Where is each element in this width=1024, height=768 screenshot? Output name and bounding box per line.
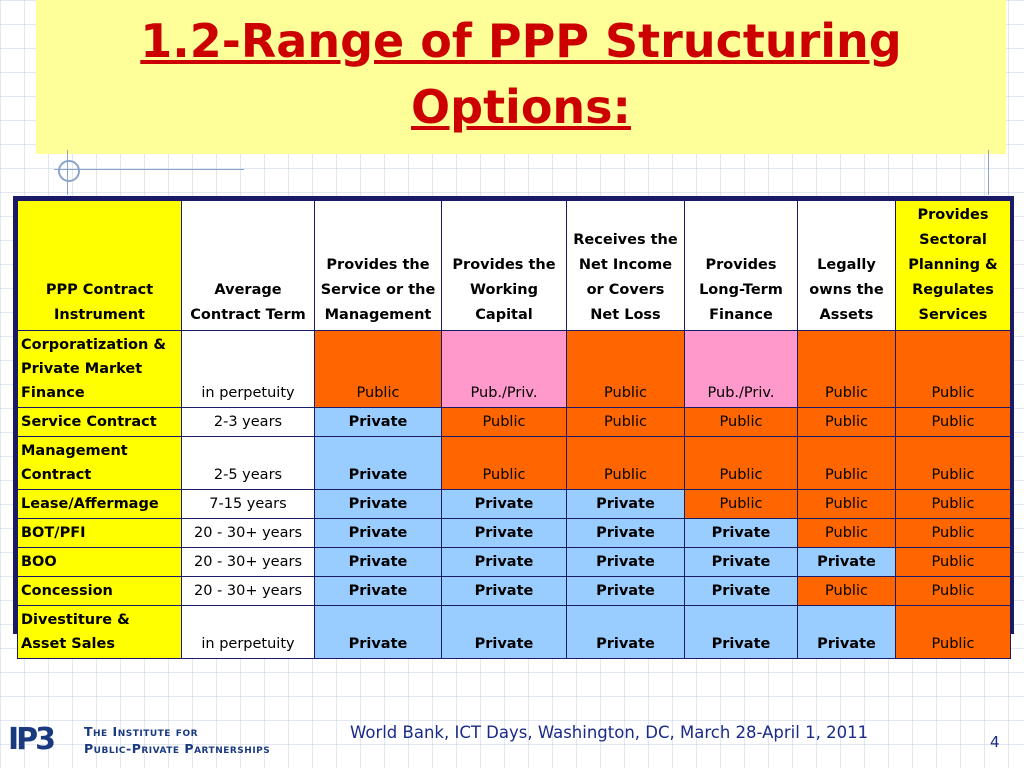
column-header: Average Contract Term — [182, 201, 315, 331]
table-cell: Public — [567, 437, 685, 490]
ip3-logo-text — [84, 723, 334, 757]
table-cell: Private — [798, 548, 896, 577]
term-cell: 2-3 years — [182, 408, 315, 437]
row-label: Service Contract — [18, 408, 182, 437]
column-header: Provides the Working Capital — [442, 201, 567, 331]
table-cell: Public — [798, 408, 896, 437]
table-row — [18, 490, 1011, 519]
row-label: Lease/Affermage — [18, 490, 182, 519]
table-cell: Private — [567, 577, 685, 606]
ppp-options-table — [17, 200, 1011, 659]
table-row — [18, 606, 1011, 659]
logo-line-1: The Institute for — [84, 724, 199, 739]
table-cell: Public — [685, 490, 798, 519]
column-header: PPP Contract Instrument — [18, 201, 182, 331]
logo-line-2: Public-Private Partnerships — [84, 741, 271, 756]
table-cell: Private — [798, 606, 896, 659]
table-cell: Private — [442, 577, 567, 606]
table-cell: Public — [685, 437, 798, 490]
table-cell: Public — [798, 331, 896, 408]
table-cell: Public — [896, 408, 1011, 437]
slide-footer: World Bank, ICT Days, Washington, DC, March 28-April 1, 2011 — [350, 723, 869, 742]
table-row — [18, 331, 1011, 408]
title-line-2: Options: — [411, 80, 631, 134]
table-cell: Private — [685, 519, 798, 548]
table-cell: Private — [685, 606, 798, 659]
row-label: Management Contract — [18, 437, 182, 490]
term-cell: 20 - 30+ years — [182, 577, 315, 606]
table-cell: Private — [567, 490, 685, 519]
table-cell: Public — [896, 437, 1011, 490]
table-cell: Public — [798, 437, 896, 490]
term-cell: 2-5 years — [182, 437, 315, 490]
column-header: Receives the Net Income or Covers Net Loss — [567, 201, 685, 331]
row-label: BOO — [18, 548, 182, 577]
table-cell: Pub./Priv. — [685, 331, 798, 408]
table-cell: Public — [567, 408, 685, 437]
term-cell: 20 - 30+ years — [182, 548, 315, 577]
column-header: Legally owns the Assets — [798, 201, 896, 331]
row-label: Divestiture & Asset Sales — [18, 606, 182, 659]
row-label: Corporatization & Private Market Finance — [18, 331, 182, 408]
table-cell: Private — [315, 490, 442, 519]
term-cell: 7-15 years — [182, 490, 315, 519]
slide-title — [36, 0, 1006, 140]
table-cell: Public — [896, 606, 1011, 659]
table-cell: Public — [315, 331, 442, 408]
ip3-logo-mark: IP3 — [8, 722, 54, 757]
table-cell: Private — [315, 606, 442, 659]
term-cell: 20 - 30+ years — [182, 519, 315, 548]
table-cell: Private — [685, 577, 798, 606]
term-cell: in perpetuity — [182, 331, 315, 408]
row-label: BOT/PFI — [18, 519, 182, 548]
table-cell: Public — [798, 577, 896, 606]
table-cell: Public — [896, 548, 1011, 577]
table-cell: Private — [442, 606, 567, 659]
table-cell: Public — [896, 331, 1011, 408]
table-cell: Public — [798, 490, 896, 519]
column-header: Provides Long-Term Finance — [685, 201, 798, 331]
table-cell: Private — [315, 519, 442, 548]
table-cell: Pub./Priv. — [442, 331, 567, 408]
decorative-line — [988, 150, 989, 195]
table-cell: Public — [567, 331, 685, 408]
table-row — [18, 519, 1011, 548]
decorative-line — [54, 169, 244, 170]
table-cell: Public — [685, 408, 798, 437]
table-cell: Private — [567, 548, 685, 577]
table-row — [18, 548, 1011, 577]
table-cell: Public — [798, 519, 896, 548]
table-cell: Private — [442, 490, 567, 519]
table-cell: Private — [315, 408, 442, 437]
column-header: Provides Sectoral Planning & Regulates Services — [896, 201, 1011, 331]
table-cell: Private — [567, 606, 685, 659]
table-cell: Public — [442, 437, 567, 490]
table-cell: Private — [315, 437, 442, 490]
table-cell: Private — [567, 519, 685, 548]
table-row — [18, 437, 1011, 490]
table-cell: Private — [442, 548, 567, 577]
decorative-circle-icon — [58, 160, 80, 182]
column-header: Provides the Service or the Management — [315, 201, 442, 331]
title-banner — [36, 0, 1006, 154]
table-row — [18, 577, 1011, 606]
table-row — [18, 408, 1011, 437]
table-cell: Public — [896, 577, 1011, 606]
page-number: 4 — [990, 733, 1000, 751]
table-cell: Public — [896, 519, 1011, 548]
table-cell: Private — [442, 519, 567, 548]
table-cell: Private — [315, 548, 442, 577]
table-cell: Public — [442, 408, 567, 437]
row-label: Concession — [18, 577, 182, 606]
table-cell: Private — [685, 548, 798, 577]
ppp-options-table-frame — [13, 196, 1014, 652]
term-cell: in perpetuity — [182, 606, 315, 659]
title-line-1: 1.2-Range of PPP Structuring — [140, 14, 902, 68]
table-cell: Public — [896, 490, 1011, 519]
table-header-row — [18, 201, 1011, 331]
table-cell: Private — [315, 577, 442, 606]
